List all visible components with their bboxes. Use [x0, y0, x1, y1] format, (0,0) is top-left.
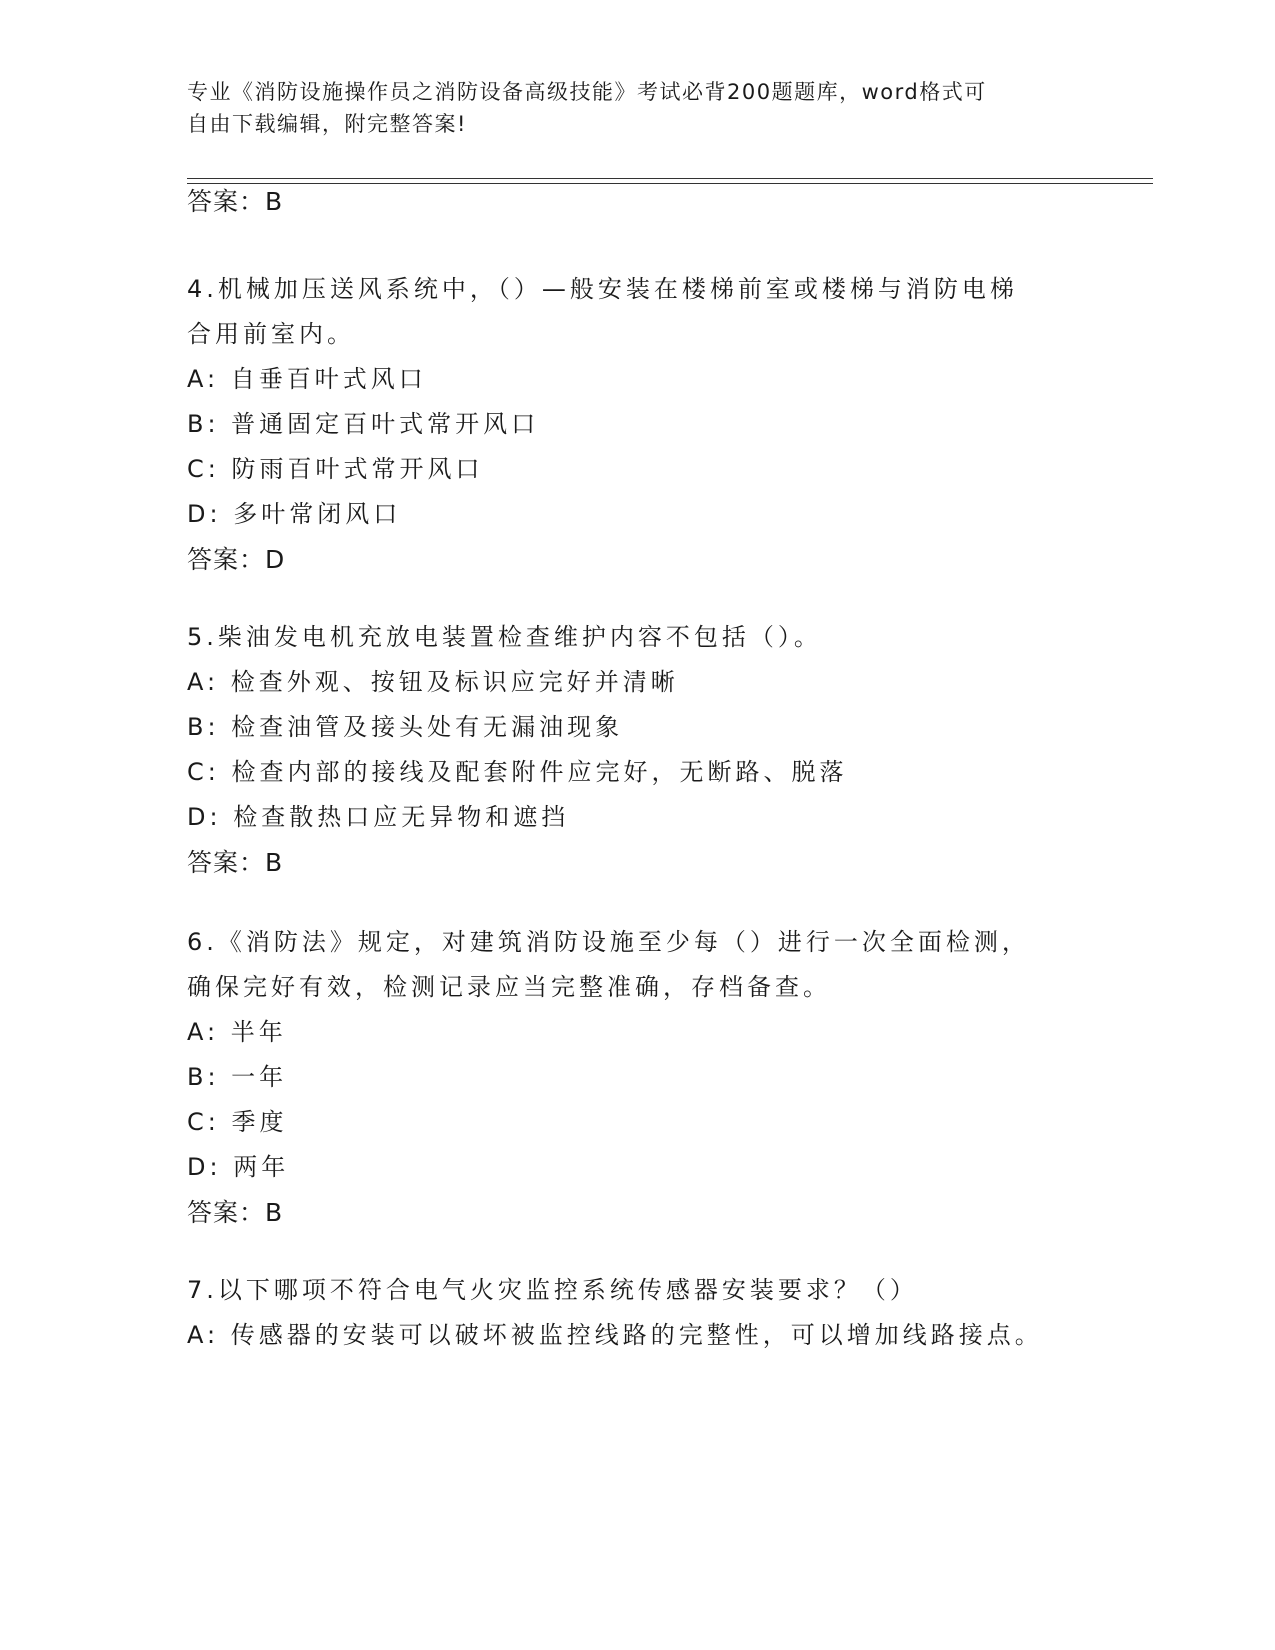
option-a: A: 检查外观、按钮及标识应完好并清晰 [187, 668, 679, 696]
question-stem-cont: 合用前室内。 [187, 320, 355, 348]
header-line-2: 自由下载编辑，附完整答案! [187, 112, 467, 136]
option-c: C: 防雨百叶式常开风口 [187, 455, 484, 483]
question-stem-cont: 确保完好有效，检测记录应当完整准确，存档备查。 [187, 973, 831, 1001]
question-4 [187, 267, 1087, 582]
option-d: D: 多叶常闭风口 [187, 500, 402, 528]
option-d: D: 两年 [187, 1153, 290, 1181]
question-stem: 7.以下哪项不符合电气火灾监控系统传感器安装要求？（） [187, 1276, 918, 1304]
answer-label: 答案：B [187, 1198, 284, 1227]
option-c: C: 检查内部的接线及配套附件应完好，无断路、脱落 [187, 758, 848, 786]
answer-label: 答案：B [187, 848, 284, 877]
option-c: C: 季度 [187, 1108, 288, 1136]
option-b: B: 检查油管及接头处有无漏油现象 [187, 713, 624, 741]
option-a: A: 传感器的安装可以破坏被监控线路的完整性，可以增加线路接点。 [187, 1321, 1043, 1349]
header-line-1: 专业《消防设施操作员之消防设备高级技能》考试必背200题题库，word格式可 [187, 80, 987, 104]
answer-label: 答案：B [187, 187, 284, 216]
question-stem: 6.《消防法》规定，对建筑消防设施至少每（）进行一次全面检测， [187, 928, 1030, 956]
option-b: B: 普通固定百叶式常开风口 [187, 410, 540, 438]
document-header [187, 76, 1087, 140]
question-stem: 4.机械加压送风系统中，（）—般安装在楼梯前室或楼梯与消防电梯 [187, 275, 1018, 303]
option-d: D: 检查散热口应无异物和遮挡 [187, 803, 570, 831]
question-7 [187, 1268, 1087, 1358]
answer-block-prev [187, 179, 1087, 224]
question-stem: 5.柴油发电机充放电装置检查维护内容不包括（）。 [187, 623, 822, 651]
question-6 [187, 920, 1087, 1235]
question-5 [187, 615, 1087, 885]
option-a: A: 自垂百叶式风口 [187, 365, 427, 393]
option-b: B: 一年 [187, 1063, 288, 1091]
option-a: A: 半年 [187, 1018, 287, 1046]
answer-label: 答案：D [187, 545, 286, 574]
